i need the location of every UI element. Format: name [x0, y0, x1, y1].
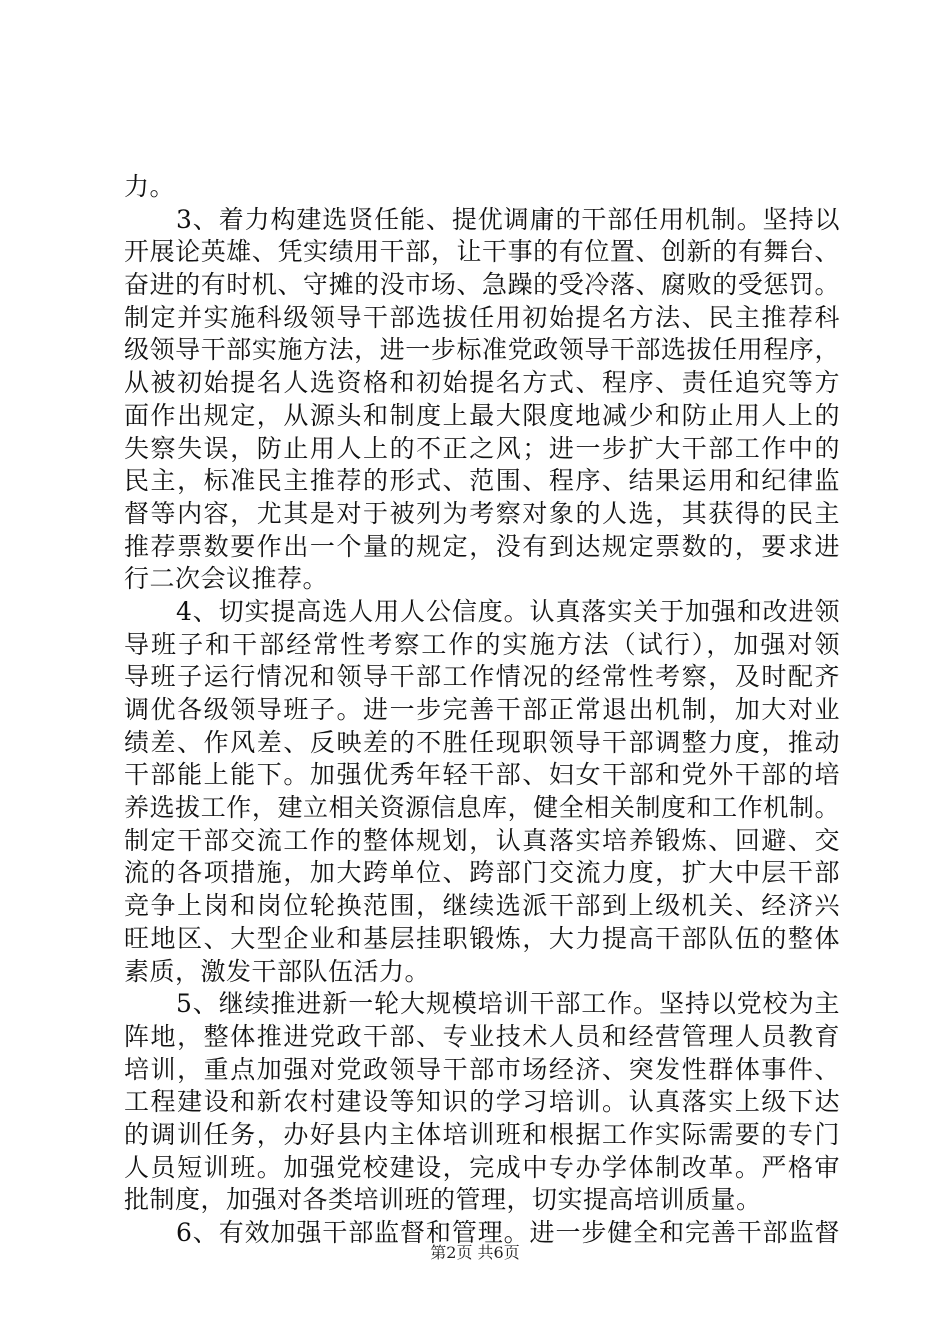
paragraph-3-heading-line: 3、着力构建选贤任能、提优调庸的干部任用机制。坚持以 [176, 204, 840, 234]
paragraph-4-heading-line: 4、切实提高选人用人公信度。认真落实关于加强和改进领 [176, 596, 840, 626]
text-line: 旺地区、大型企业和基层挂职锻炼，大力提高干部队伍的整体 [124, 923, 840, 953]
text-line: 养选拔工作，建立相关资源信息库，健全相关制度和工作机制。 [124, 793, 840, 823]
text-line: 推荐票数要作出一个量的规定，没有到达规定票数的，要求进 [124, 531, 840, 561]
text-line: 竞争上岗和岗位轮换范围，继续选派干部到上级机关、经济兴 [124, 891, 840, 921]
text-line: 开展论英雄、凭实绩用干部，让干事的有位置、创新的有舞台、 [124, 237, 840, 267]
text-line: 面作出规定，从源头和制度上最大限度地减少和防止用人上的 [124, 400, 840, 430]
text-line: 导班子运行情况和领导干部工作情况的经常性考察，及时配齐 [124, 662, 840, 692]
text-line: 批制度，加强对各类培训班的管理，切实提高培训质量。 [124, 1185, 762, 1215]
text-line: 民主，标准民主推荐的形式、范围、程序、结果运用和纪律监 [124, 466, 840, 496]
text-line: 行二次会议推荐。 [124, 564, 329, 594]
text-line: 制定并实施科级领导干部选拔任用初始提名方法、民主推荐科 [124, 302, 840, 332]
text-line: 干部能上能下。加强优秀年轻干部、妇女干部和党外干部的培 [124, 760, 840, 790]
text-line: 工程建设和新农村建设等知识的学习培训。认真落实上级下达 [124, 1087, 840, 1117]
text-line: 督等内容，尤其是对于被列为考察对象的人选，其获得的民主 [124, 498, 840, 528]
text-line: 调优各级领导班子。进一步完善干部正常退出机制，加大对业 [124, 695, 840, 724]
paragraph-5-heading-line: 5、继续推进新一轮大规模培训干部工作。坚持以党校为主 [176, 989, 840, 1019]
text-line: 制定干部交流工作的整体规划，认真落实培养锻炼、回避、交 [124, 825, 840, 855]
page-number-footer: 第2页 共6页 [430, 1243, 520, 1262]
body-text [124, 171, 840, 1250]
text-line: 导班子和干部经常性考察工作的实施方法（试行），加强对领 [124, 629, 840, 659]
text-line: 力。 [124, 172, 176, 201]
paragraph-6-heading-line: 6、有效加强干部监督和管理。进一步健全和完善干部监督 [176, 1218, 840, 1247]
text-line: 的调训任务，办好县内主体培训班和根据工作实际需要的专门 [124, 1119, 840, 1149]
text-line: 绩差、作风差、反映差的不胜任现职领导干部调整力度，推动 [124, 727, 840, 757]
text-line: 失察失误，防止用人上的不正之风；进一步扩大干部工作中的 [124, 433, 840, 463]
text-line: 从被初始提名人选资格和初始提名方式、程序、责任追究等方 [124, 368, 840, 398]
text-line: 阵地，整体推进党政干部、专业技术人员和经营管理人员教育 [124, 1021, 840, 1051]
text-line: 培训，重点加强对党政领导干部市场经济、突发性群体事件、 [124, 1054, 840, 1084]
text-line: 级领导干部实施方法，进一步标准党政领导干部选拔任用程序， [124, 335, 840, 365]
text-line: 流的各项措施，加大跨单位、跨部门交流力度，扩大中层干部 [124, 858, 840, 888]
text-line: 人员短训班。加强党校建设，完成中专办学体制改革。严格审 [124, 1152, 840, 1182]
text-line: 素质，激发干部队伍活力。 [124, 956, 431, 986]
text-line: 奋进的有时机、守摊的没市场、急躁的受冷落、腐败的受惩罚。 [124, 270, 840, 300]
